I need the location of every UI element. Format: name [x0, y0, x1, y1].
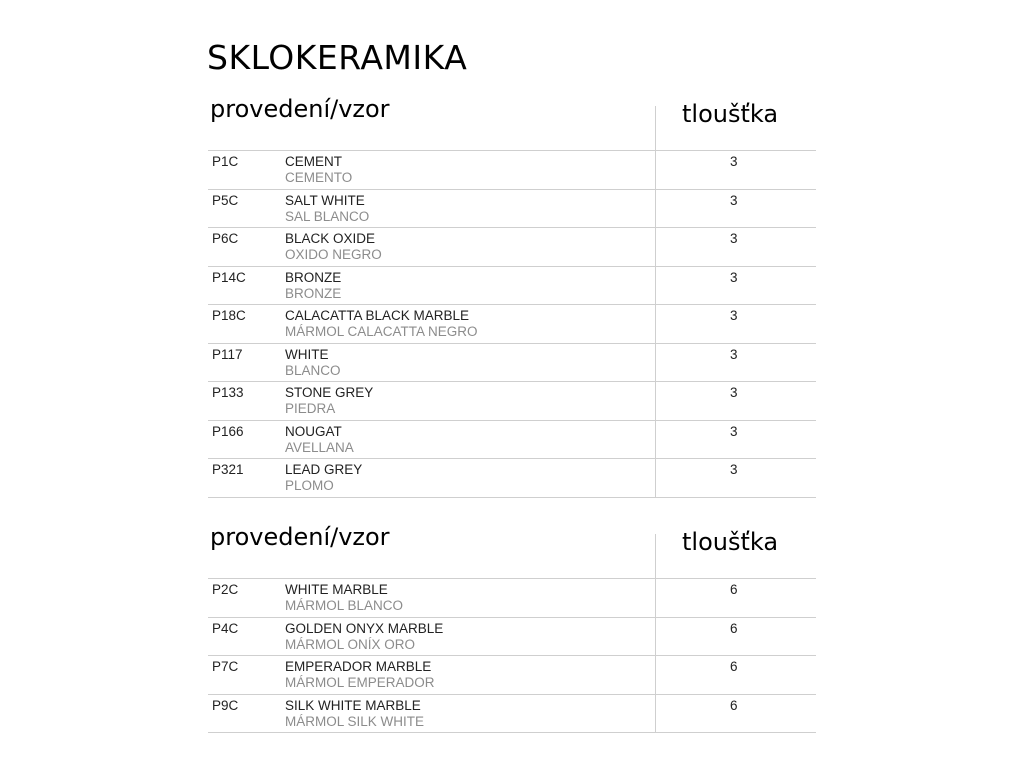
- row-subname: SAL BLANCO: [285, 208, 370, 224]
- column-divider: [655, 305, 656, 344]
- header-finish-pattern: provedení/vzor: [210, 523, 390, 551]
- column-divider: [655, 618, 656, 657]
- row-name: SILK WHITE MARBLE: [285, 697, 421, 713]
- column-divider: [655, 151, 656, 190]
- row-code: P14C: [212, 269, 246, 285]
- column-divider: [655, 459, 656, 498]
- row-name: WHITE: [285, 346, 329, 362]
- table-row: [208, 190, 816, 229]
- row-code: P166: [212, 423, 244, 439]
- row-name: SALT WHITE: [285, 192, 365, 208]
- row-thickness: 6: [730, 659, 738, 674]
- row-thickness: 3: [730, 423, 738, 439]
- column-divider: [655, 579, 656, 618]
- row-code: P2C: [212, 582, 239, 597]
- table-header: [208, 520, 816, 578]
- row-name: NOUGAT: [285, 423, 342, 439]
- row-thickness: 3: [730, 269, 738, 285]
- column-divider: [655, 421, 656, 460]
- table-row: [208, 618, 816, 657]
- row-thickness: 3: [730, 346, 738, 362]
- row-thickness: 3: [730, 385, 738, 400]
- row-subname: MÁRMOL EMPERADOR: [285, 675, 435, 690]
- row-name: BRONZE: [285, 269, 342, 285]
- table-body: [208, 578, 816, 733]
- row-name: CEMENT: [285, 154, 342, 169]
- row-code: P133: [212, 385, 244, 400]
- row-name: WHITE MARBLE: [285, 582, 388, 597]
- table-row: [208, 151, 816, 190]
- table-row: [208, 421, 816, 460]
- row-thickness: 6: [730, 697, 738, 713]
- column-divider: [655, 695, 656, 734]
- header-finish-pattern: provedení/vzor: [210, 95, 390, 123]
- row-subname: CEMENTO: [285, 170, 353, 185]
- row-subname: PIEDRA: [285, 401, 336, 416]
- row-name: CALACATTA BLACK MARBLE: [285, 308, 470, 323]
- table-row: [208, 382, 816, 421]
- row-thickness: 3: [730, 192, 738, 208]
- row-subname: MÁRMOL CALACATTA NEGRO: [285, 324, 478, 339]
- row-name: GOLDEN ONYX MARBLE: [285, 620, 444, 636]
- table-row: [208, 579, 816, 618]
- row-code: P9C: [212, 697, 239, 713]
- table-row: [208, 344, 816, 383]
- table-header: [208, 92, 816, 150]
- column-divider: [655, 534, 656, 578]
- row-subname: AVELLANA: [285, 439, 354, 455]
- row-name: BLACK OXIDE: [285, 231, 376, 246]
- row-thickness: 3: [730, 308, 738, 323]
- row-name: LEAD GREY: [285, 462, 363, 477]
- table-section-6mm: [208, 520, 816, 733]
- column-divider: [655, 228, 656, 267]
- table-body: [208, 150, 816, 498]
- table-row: [208, 656, 816, 695]
- header-thickness: tloušťka: [682, 528, 779, 556]
- table-row: [208, 267, 816, 306]
- page-title: SKLOKERAMIKA: [207, 38, 468, 77]
- row-subname: PLOMO: [285, 478, 334, 493]
- row-name: EMPERADOR MARBLE: [285, 659, 432, 674]
- row-code: P1C: [212, 154, 239, 169]
- column-divider: [655, 190, 656, 229]
- row-thickness: 3: [730, 154, 738, 169]
- column-divider: [655, 382, 656, 421]
- row-thickness: 6: [730, 620, 738, 636]
- column-divider: [655, 656, 656, 695]
- row-code: P117: [212, 346, 243, 362]
- column-divider: [655, 267, 656, 306]
- row-code: P5C: [212, 192, 239, 208]
- row-code: P7C: [212, 659, 239, 674]
- table-row: [208, 305, 816, 344]
- column-divider: [655, 106, 656, 150]
- row-thickness: 6: [730, 582, 738, 597]
- table-row: [208, 459, 816, 498]
- row-subname: BLANCO: [285, 362, 341, 378]
- table-row: [208, 228, 816, 267]
- column-divider: [655, 344, 656, 383]
- row-subname: BRONZE: [285, 285, 342, 301]
- row-subname: MÁRMOL SILK WHITE: [285, 713, 425, 729]
- row-subname: OXIDO NEGRO: [285, 247, 382, 262]
- row-subname: MÁRMOL ONÍX ORO: [285, 636, 416, 652]
- row-code: P6C: [212, 231, 239, 246]
- row-thickness: 3: [730, 231, 738, 246]
- row-name: STONE GREY: [285, 385, 374, 400]
- row-thickness: 3: [730, 462, 738, 477]
- row-code: P4C: [212, 620, 239, 636]
- row-subname: MÁRMOL BLANCO: [285, 598, 404, 613]
- table-section-3mm: [208, 92, 816, 498]
- header-thickness: tloušťka: [682, 100, 779, 128]
- row-code: P18C: [212, 308, 246, 323]
- table-row: [208, 695, 816, 734]
- row-code: P321: [212, 462, 244, 477]
